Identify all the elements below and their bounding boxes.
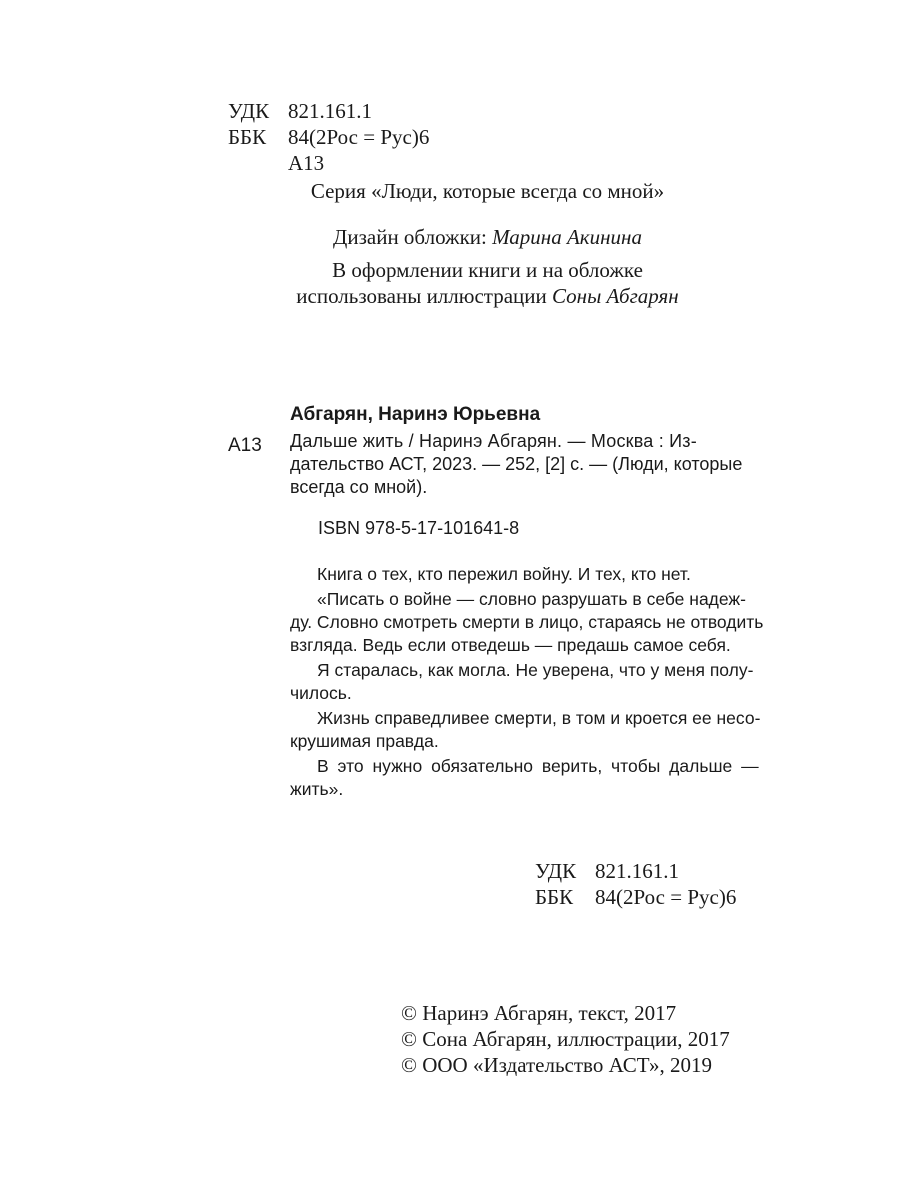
bottom-udk-value: 821.161.1 (595, 859, 679, 883)
annotation-p2-line-3: взгляда. Ведь если отведешь — предашь самое себя. (290, 635, 731, 655)
catalog-line-2: дательство АСТ, 2023. — 252, [2] с. — (Люди, которые (290, 454, 743, 474)
catalog-line-3: всегда со мной). (290, 477, 428, 497)
catalog-author: Абгарян, Наринэ Юрьевна (290, 404, 541, 425)
top-author-mark-line (228, 150, 429, 176)
bottom-bbk-line (535, 884, 736, 910)
top-udk-line (228, 98, 429, 124)
annotation-p2-line-2: ду. Словно смотреть смерти в лицо, стараясь не отводить (290, 612, 764, 632)
illustrations-credit (0, 257, 900, 309)
annotation (290, 563, 764, 801)
catalog-mark: А13 (228, 435, 262, 456)
annotation-p5-line-1: В это нужно обязательно верить, чтобы дальше — (317, 756, 759, 776)
copyright-illustrations: © Сона Абгарян, иллюстрации, 2017 (401, 1027, 730, 1051)
annotation-p3-line-2: чилось. (290, 683, 352, 703)
bbk-label: ББК (228, 125, 267, 149)
bottom-bbk-value: 84(2Рос = Рус)6 (595, 885, 737, 909)
annotation-p4-line-2: крушимая правда. (290, 731, 439, 751)
copyright-publisher: © ООО «Издательство АСТ», 2019 (401, 1053, 712, 1077)
catalog-line-1: Дальше жить / Наринэ Абгарян. — Москва : Из- (290, 431, 697, 451)
cover-designer-name: Марина Акинина (492, 225, 642, 249)
bottom-bbk-label: ББК (535, 885, 574, 909)
udk-value: 821.161.1 (288, 99, 372, 123)
catalog-description (290, 430, 746, 499)
annotation-p5-line-2: жить». (290, 779, 344, 799)
annotation-p4-line-1: Жизнь справедливее смерти, в том и кроется ее несо- (317, 708, 761, 728)
top-codes (228, 98, 429, 176)
annotation-p3-line-1: Я старалась, как могла. Не уверена, что у меня полу- (317, 660, 754, 680)
udk-label: УДК (228, 99, 270, 123)
copyright-block (401, 1000, 730, 1078)
bottom-codes (535, 858, 736, 910)
illustrations-prefix: использованы иллюстрации (296, 284, 547, 308)
series-line: Серия «Люди, которые всегда со мной» (310, 179, 665, 203)
illustrations-line-1: В оформлении книги и на обложке (332, 258, 643, 282)
bottom-udk-line (535, 858, 736, 884)
annotation-p2-line-1: «Писать о войне — словно разрушать в себе надеж- (317, 589, 746, 609)
isbn: ISBN 978-5-17-101641-8 (318, 518, 520, 538)
author-mark: А13 (288, 151, 325, 175)
bottom-udk-label: УДК (535, 859, 577, 883)
top-bbk-line (228, 124, 429, 150)
copyright-text: © Наринэ Абгарян, текст, 2017 (401, 1001, 677, 1025)
bbk-value: 84(2Рос = Рус)6 (288, 125, 430, 149)
illustrations-line-2 (0, 283, 900, 309)
illustrator-name: Соны Абгарян (552, 284, 679, 308)
annotation-p1: Книга о тех, кто пережил войну. И тех, кто нет. (317, 564, 691, 584)
cover-design-line (0, 224, 900, 250)
cover-design-prefix: Дизайн обложки: (333, 225, 487, 249)
